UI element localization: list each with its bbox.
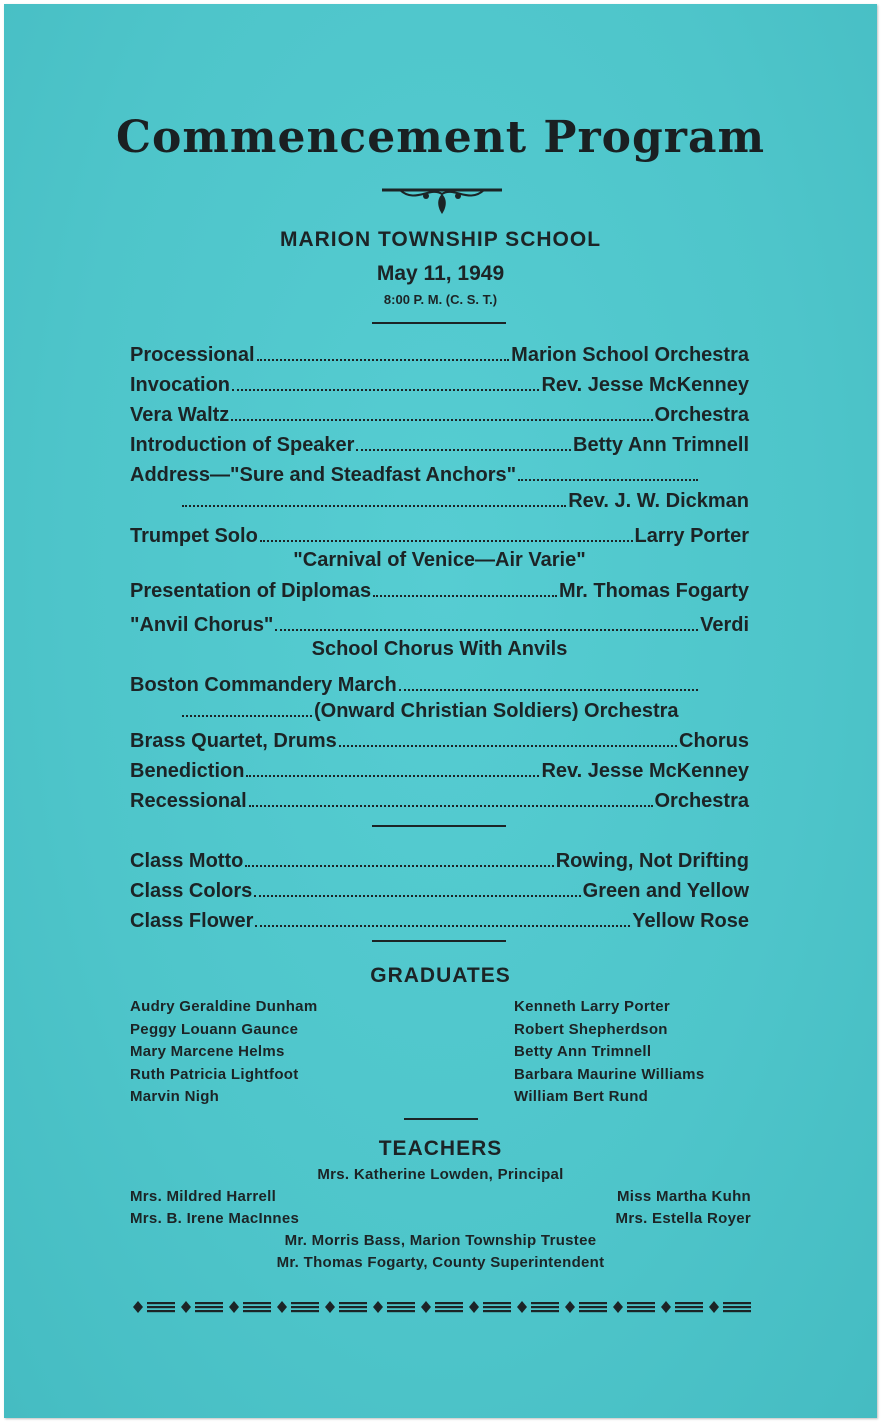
decorative-border [132,1299,754,1315]
graduate-name: Mary Marcene Helms [130,1043,285,1060]
border-motif [133,1301,175,1313]
program-performer: (Onward Christian Soldiers) Orchestra [314,700,679,722]
border-motif [613,1301,655,1313]
program-item: Invocation [130,374,231,396]
graduate-name: Betty Ann Trimnell [514,1043,652,1060]
divider [404,1118,478,1120]
program-performer: Orchestra [654,404,749,426]
border-motif [661,1301,703,1313]
program-performer: Mr. Thomas Fogarty [558,580,749,602]
graduates-right-column [514,998,704,1111]
program-note: School Chorus With Anvils [311,638,568,660]
program-item: Recessional [130,790,247,812]
class-info-row [130,848,749,874]
graduate-name: Robert Shepherdson [514,1020,668,1038]
program-performer: Chorus [679,730,749,752]
program-item: Benediction [130,760,245,782]
program-row [180,488,749,514]
program-performer: Rev. Jesse McKenney [541,374,749,396]
class-info-label: Class Flower [130,910,254,932]
event-date: May 11, 1949 [376,262,505,285]
border-motif [421,1301,463,1313]
graduate-name: Kenneth Larry Porter [514,998,671,1015]
graduates-left-column [130,998,317,1111]
program-item: Trumpet Solo [130,525,258,547]
graduates-heading: GRADUATES [370,964,511,987]
program-row [130,672,700,698]
program-performer: Marion School Orchestra [511,344,749,366]
superintendent-line: Mr. Thomas Fogarty, County Superintendent [276,1254,605,1271]
school-name: MARION TOWNSHIP SCHOOL [279,228,602,251]
program-item: Brass Quartet, Drums [130,730,337,752]
teachers-heading: TEACHERS [378,1137,503,1160]
border-motif [325,1301,367,1313]
program-performer: Orchestra [654,790,749,812]
border-motif [181,1301,223,1313]
teacher-name: Mrs. B. Irene MacInnes [130,1210,300,1227]
page-title: Commencement Program [115,112,766,163]
teacher-name: Miss Martha Kuhn [617,1188,751,1205]
divider [372,825,506,827]
program-row [130,372,749,398]
program-item: Address—"Sure and Steadfast Anchors" [130,464,517,486]
ornament-flourish [380,182,504,216]
class-info-label: Class Colors [130,880,253,902]
border-motif [469,1301,511,1313]
graduate-name: William Bert Rund [514,1088,649,1105]
program-item: Presentation of Diplomas [130,580,372,602]
program-performer: Verdi [700,614,749,636]
program-note: "Carnival of Venice—Air Varie" [293,549,586,571]
program-row [130,728,749,754]
border-motif [229,1301,271,1313]
program-row [130,612,749,638]
program-row [130,342,749,368]
event-time: 8:00 P. M. (C. S. T.) [383,292,498,307]
program-performer: Betty Ann Trimnell [573,434,749,456]
class-info-value: Rowing, Not Drifting [555,850,749,872]
program-row [180,698,749,724]
class-info-row [130,878,749,904]
program-performer: Rev. Jesse McKenney [541,760,749,782]
graduate-name: Ruth Patricia Lightfoot [130,1065,299,1083]
graduate-name: Peggy Louann Gaunce [130,1020,299,1038]
class-info-label: Class Motto [130,850,244,872]
border-motif [373,1301,415,1313]
program-item: "Anvil Chorus" [130,614,274,636]
border-motif [277,1301,319,1313]
program-row [130,462,700,488]
program-item: Boston Commandery March [130,674,397,696]
program-performer: Larry Porter [634,525,749,547]
graduate-name: Audry Geraldine Dunham [130,998,318,1015]
program-item: Vera Waltz [130,404,230,426]
class-info-value: Green and Yellow [582,880,749,902]
divider [372,940,506,942]
graduate-name: Marvin Nigh [130,1088,220,1105]
trustee-line: Mr. Morris Bass, Marion Township Trustee [284,1232,597,1249]
class-info-row [130,908,749,934]
program-item: Processional [130,344,255,366]
program-row [130,402,749,428]
border-motif [517,1301,559,1313]
program-row [130,788,749,814]
graduate-name: Barbara Maurine Williams [514,1065,705,1083]
divider [372,322,506,324]
class-info-value: Yellow Rose [632,910,749,932]
teacher-name: Mrs. Mildred Harrell [130,1188,277,1205]
program-row [130,523,749,549]
program-performer: Rev. J. W. Dickman [568,490,749,512]
border-motif [565,1301,607,1313]
border-motif [709,1301,751,1313]
program-row [130,758,749,784]
program-row [130,578,749,604]
teacher-principal: Mrs. Katherine Lowden, Principal [317,1166,564,1183]
program-item: Introduction of Speaker [130,434,355,456]
program-sheet [4,4,877,1418]
program-row [130,432,749,458]
teacher-name: Mrs. Estella Royer [615,1210,751,1227]
